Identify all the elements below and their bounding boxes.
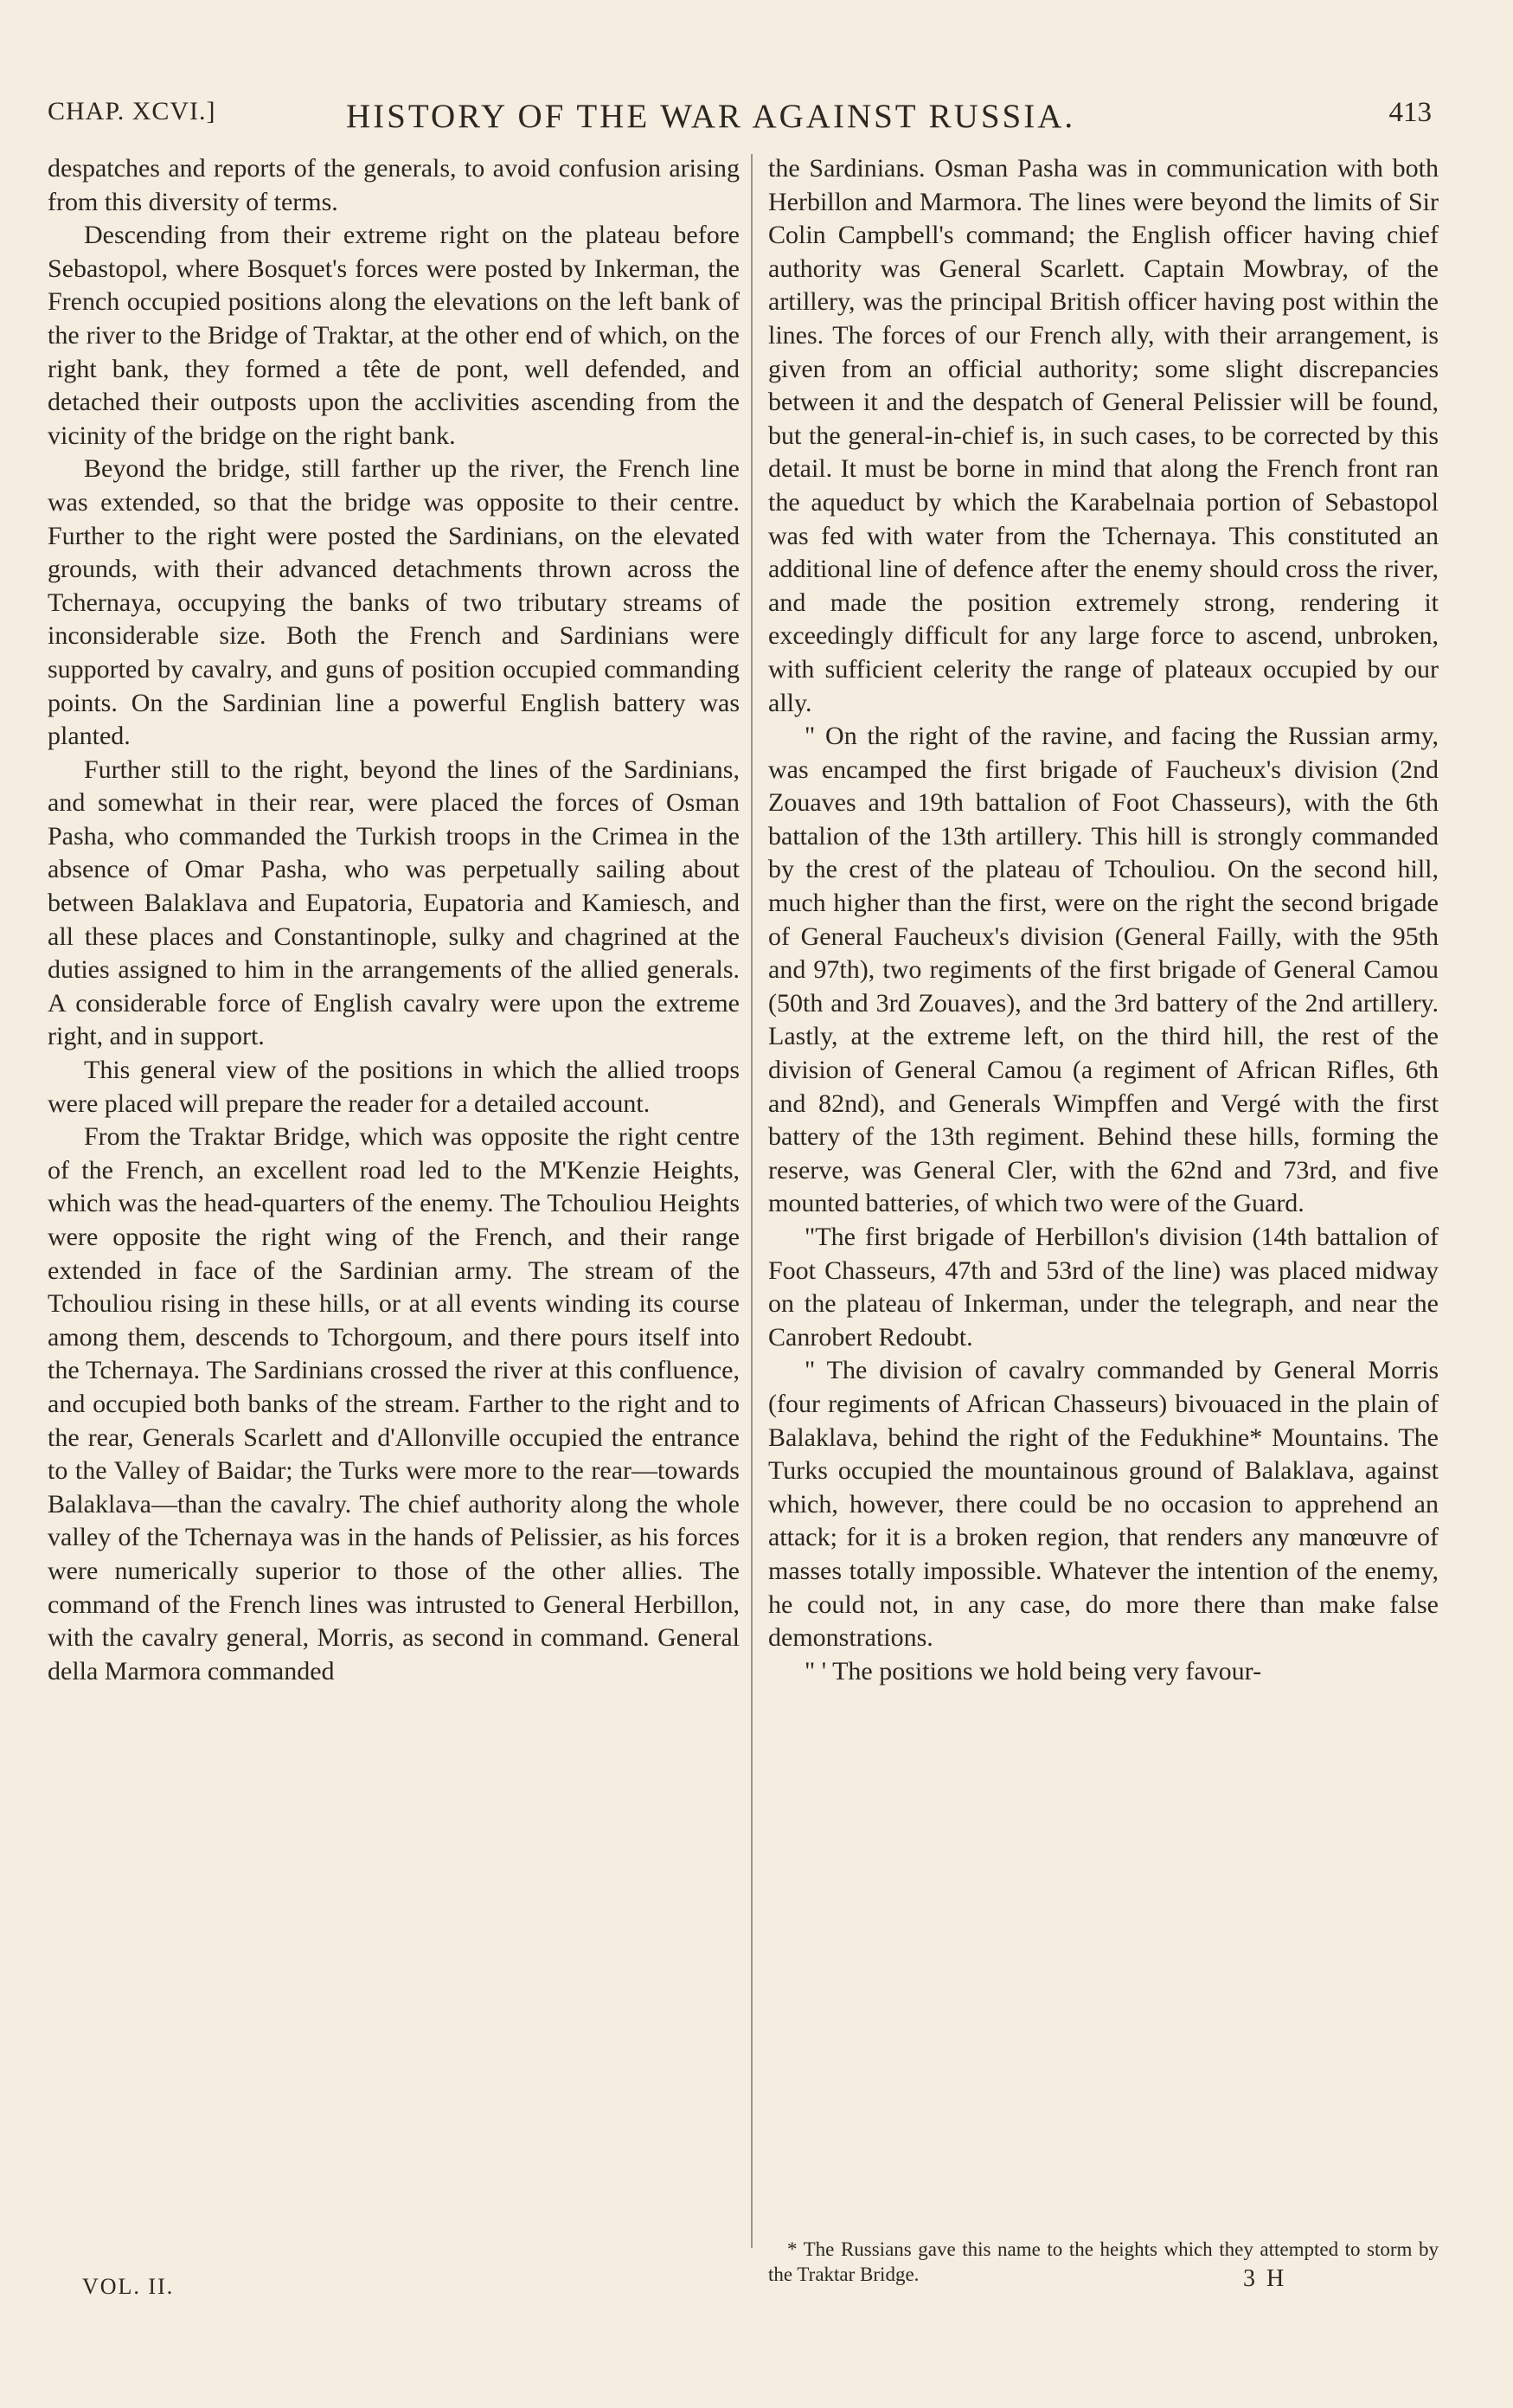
page-number: 413 (1388, 97, 1432, 128)
footnote (768, 2237, 1439, 2287)
paragraph: " On the right of the ravine, and facing the Russian army, was encamped the first brigade of Faucheux's division (2nd Zouaves and 19th battalion of Foot Chasseurs), with the 6th battalion of the 13th artillery. This hill is strongly commanded by the crest of the plateau of Tchouliou. On the second hill, much higher than the first, were on the right the second brigade of General Faucheux's division (General Failly, with the 95th and 97th), two regiments of the first brigade of General Camou (50th and 3rd Zouaves), and the 3rd battery of the 2nd artillery. Lastly, at the extreme left, on the third hill, the rest of the division of General Camou (a regiment of African Rifles, 6th and 82nd), and Generals Wimpffen and Vergé with the first battery of the 13th regiment. Behind these hills, forming the reserve, was General Cler, with the 62nd and 73rd, and five mounted batteries, of which two were of the Guard. (768, 722, 1439, 1218)
signature-mark: 3 H (1243, 2265, 1287, 2292)
volume-label: VOL. II. (82, 2274, 175, 2299)
left-column (48, 152, 740, 1688)
running-header (48, 97, 1436, 140)
paragraph: Further still to the right, beyond the lines of the Sardinians, and somewhat in their rear, were placed the forces of Osman Pasha, who commanded the Turkish troops in the Crimea in the absence of Omar Pasha, who was perpetually sailing about between Balaklava and Eupatoria, Eupatoria and Kamiesch, and all these places and Constantinople, sulky and chagrined at the duties assigned to him in the arrangements of the allied generals. A considerable force of English cavalry were upon the extreme right, and in support. (48, 755, 740, 1051)
paragraph: despatches and reports of the generals, to avoid confusion arising from this diversity of terms. (48, 154, 740, 216)
footnote-text: * The Russians gave this name to the heights which they attempted to storm by the Traktar Bridge. (768, 2238, 1439, 2285)
paragraph: "The first brigade of Herbillon's division (14th battalion of Foot Chasseurs, 47th and 53rd of the line) was placed midway on the plateau of Inkerman, under the telegraph, and near the Canrobert Redoubt. (768, 1223, 1439, 1352)
paragraph: Descending from their extreme right on the plateau before Sebastopol, where Bosquet's forces were posted by Inkerman, the French occupied positions along the elevations on the left bank of the river to the Bridge of Traktar, at the other end of which, on the right bank, they formed a tête de pont, well defended, and detached their outposts upon the acclivities ascending from the vicinity of the bridge on the right bank. (48, 221, 740, 450)
paragraph: the Sardinians. Osman Pasha was in communication with both Herbillon and Marmora. The lines were beyond the limits of Sir Colin Campbell's command; the English officer having chief authority was General Scarlett. Captain Mowbray, of the artillery, was the principal British officer having post within the lines. The forces of our French ally, with their arrangement, is given from an official authority; some slight discrepancies between it and the despatch of General Pelissier will be found, but the general-in-chief is, in such cases, to be corrected by this detail. It must be borne in mind that along the French front ran the aqueduct by which the Karabelnaia portion of Sebastopol was fed with water from the Tchernaya. This constituted an additional line of defence after the enemy should cross the river, and made the position extremely strong, rendering it exceedingly difficult for any large force to ascend, unbroken, with sufficient celerity the range of plateaux occupied by our ally. (768, 154, 1439, 717)
paragraph: " The division of cavalry commanded by General Morris (four regiments of African Chasseurs) bivouaced in the plain of Balaklava, behind the right of the Fedukhine* Mountains. The Turks occupied the mountainous ground of Balaklava, against which, however, there could be no occasion to apprehend an attack; for it is a broken region, that renders any manœuvre of masses totally impossible. Whatever the intention of the enemy, he could not, in any case, do more there than make false demonstrations. (768, 1356, 1439, 1653)
paragraph: This general view of the positions in which the allied troops were placed will prepare the reader for a detailed account. (48, 1056, 740, 1118)
running-title: HISTORY OF THE WAR AGAINST RUSSIA. (346, 98, 1076, 135)
paragraph: From the Traktar Bridge, which was opposite the right centre of the French, an excellent road led to the M'Kenzie Heights, which was the head-quarters of the enemy. The Tchouliou Heights were opposite the right wing of the French, and their range extended in face of the Sardinian army. The stream of the Tchouliou rising in these hills, or at all events winding its course among them, descends to Tchorgoum, and there pours itself into the Tchernaya. The Sardinians crossed the river at this confluence, and occupied both banks of the stream. Farther to the right and to the rear, Generals Scarlett and d'Allonville occupied the entrance to the Valley of Baidar; the Turks were more to the rear—towards Balaklava—than the cavalry. The chief authority along the whole valley of the Tchernaya was in the hands of Pelissier, as his forces were numerically superior to those of the other allies. The command of the French lines was intrusted to General Herbillon, with the cavalry general, Morris, as second in command. General della Marmora commanded (48, 1122, 740, 1686)
chapter-label: CHAP. XCVI.] (48, 97, 216, 125)
paragraph: " ' The positions we hold being very favour- (805, 1656, 1262, 1686)
column-divider (751, 154, 753, 2248)
paragraph: Beyond the bridge, still farther up the river, the French line was extended, so that the bridge was opposite to their centre. Further to the right were posted the Sardinians, on the elevated grounds, with their advanced detachments thrown across the Tchernaya, occupying the banks of two tributary streams of inconsiderable size. Both the French and Sardinians were supported by cavalry, and guns of position occupied commanding points. On the Sardinian line a powerful English battery was planted. (48, 454, 740, 751)
right-column (768, 152, 1439, 1688)
